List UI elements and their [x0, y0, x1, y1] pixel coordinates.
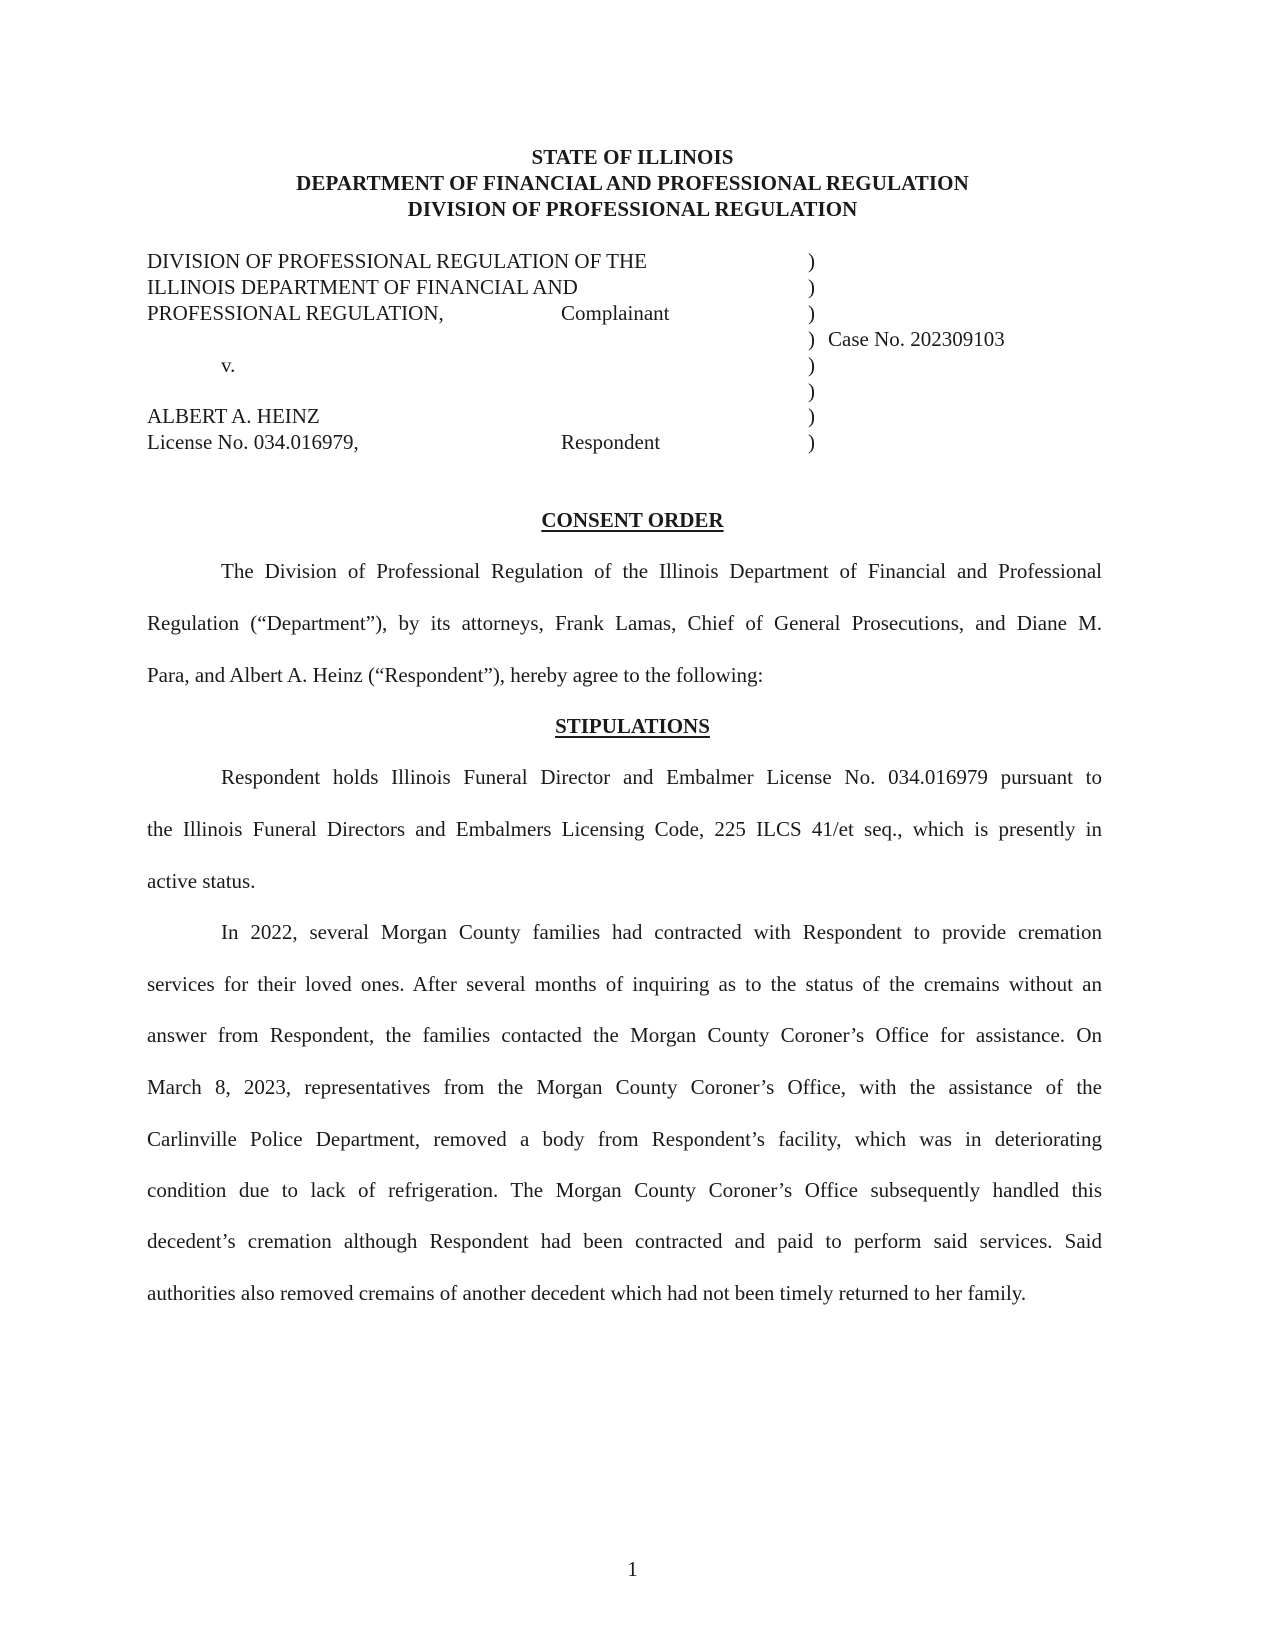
complainant-line-3: PROFESSIONAL REGULATION, [147, 301, 444, 325]
paragraph-line: the Illinois Funeral Directors and Embalmers Licensing Code, 225 ILCS 41/et seq., which is presently in [147, 817, 1102, 841]
case-number: Case No. 202309103 [828, 327, 1005, 351]
respondent-role: Respondent [561, 430, 661, 454]
caption-paren: ) [808, 301, 815, 325]
respondent-name: ALBERT A. HEINZ [147, 404, 320, 428]
caption-paren: ) [808, 353, 815, 377]
complainant-line-1: DIVISION OF PROFESSIONAL REGULATION OF THE [147, 249, 647, 273]
paragraph-line: The Division of Professional Regulation of the Illinois Department of Financial and Professional [221, 559, 1102, 583]
consent-order-title: CONSENT ORDER [541, 508, 724, 532]
versus: v. [221, 353, 236, 377]
respondent-license: License No. 034.016979, [147, 430, 359, 454]
caption-paren: ) [808, 327, 815, 351]
stipulations-title: STIPULATIONS [555, 714, 710, 738]
caption-paren: ) [808, 249, 815, 273]
paragraph-line: March 8, 2023, representatives from the Morgan County Coroner’s Office, with the assistance of the [147, 1075, 1102, 1099]
caption-paren: ) [808, 430, 815, 454]
paragraph-line: Respondent holds Illinois Funeral Director and Embalmer License No. 034.016979 pursuant to [221, 765, 1102, 789]
paragraph-line: condition due to lack of refrigeration. The Morgan County Coroner’s Office subsequently handled this [147, 1178, 1102, 1202]
page-number: 1 [627, 1557, 638, 1581]
complainant-line-2: ILLINOIS DEPARTMENT OF FINANCIAL AND [147, 275, 578, 299]
paragraph-line: Para, and Albert A. Heinz (“Respondent”), hereby agree to the following: [147, 663, 764, 687]
header-department: DEPARTMENT OF FINANCIAL AND PROFESSIONAL REGULATION [296, 171, 969, 195]
paragraph-line: Regulation (“Department”), by its attorneys, Frank Lamas, Chief of General Prosecutions, and Diane M. [147, 611, 1102, 635]
paragraph-line: services for their loved ones. After several months of inquiring as to the status of the cremains without an [147, 972, 1102, 996]
paragraph-line: In 2022, several Morgan County families had contracted with Respondent to provide cremation [221, 920, 1102, 944]
paragraph-line: decedent’s cremation although Respondent had been contracted and paid to perform said services. Said [147, 1229, 1102, 1253]
paragraph-line: authorities also removed cremains of another decedent which had not been timely returned to her family. [147, 1281, 1027, 1305]
header-division: DIVISION OF PROFESSIONAL REGULATION [407, 197, 858, 221]
caption-paren: ) [808, 275, 815, 299]
paragraph-line: answer from Respondent, the families contacted the Morgan County Coroner’s Office for assistance. On [147, 1023, 1102, 1047]
paragraph-line: active status. [147, 869, 256, 893]
paragraph-line: Carlinville Police Department, removed a body from Respondent’s facility, which was in deteriorating [147, 1127, 1102, 1151]
caption-paren: ) [808, 379, 815, 403]
caption-paren: ) [808, 404, 815, 428]
complainant-role: Complainant [561, 301, 670, 325]
header-state: STATE OF ILLINOIS [531, 145, 734, 169]
